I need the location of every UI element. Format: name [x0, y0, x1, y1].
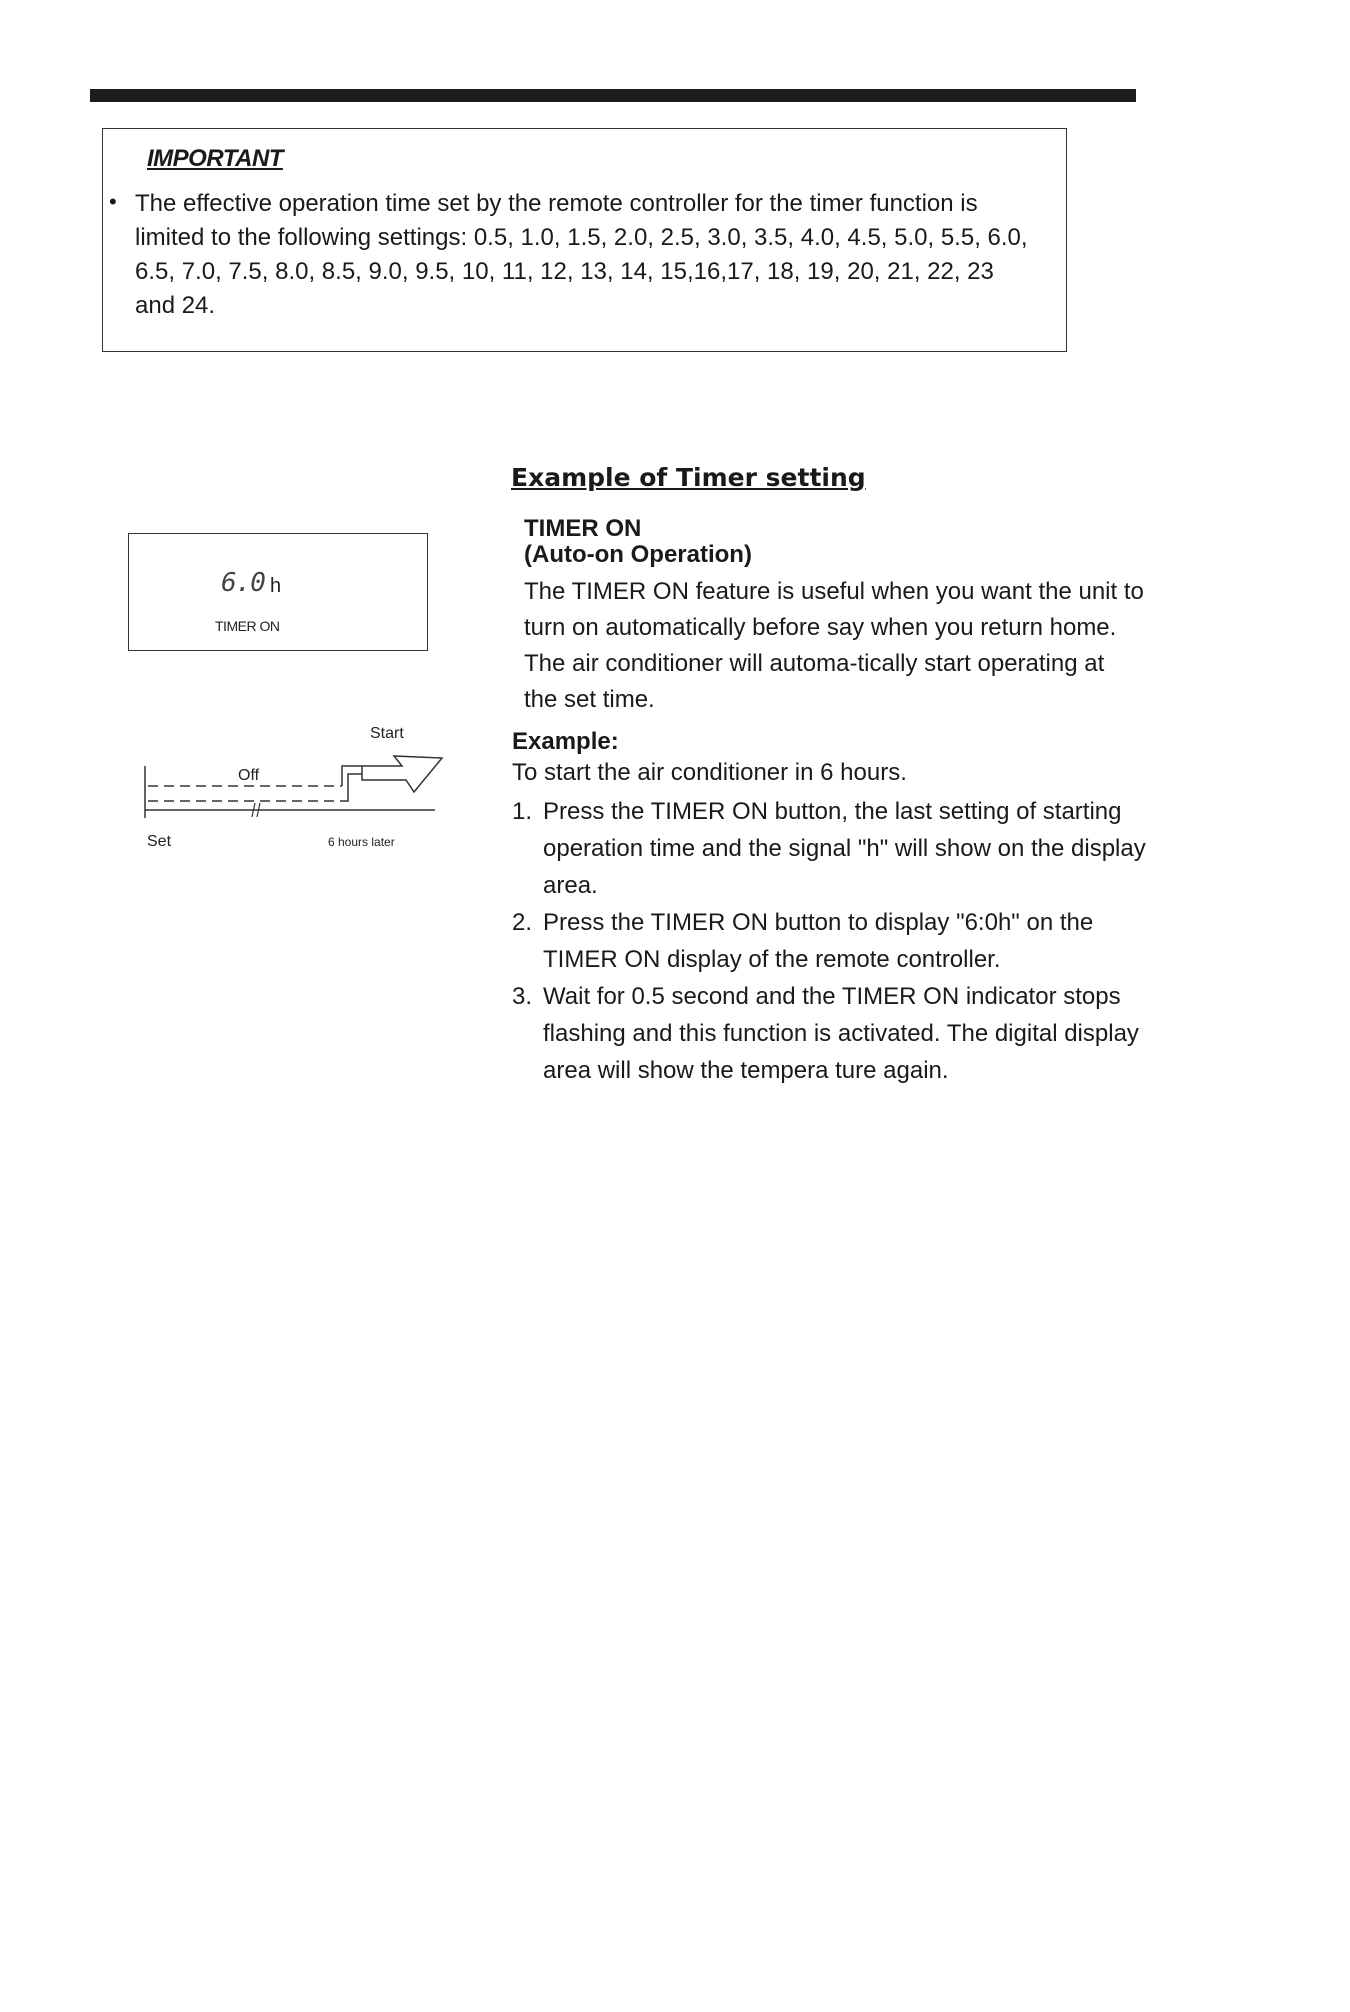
set-label: Set — [147, 833, 172, 850]
list-item — [512, 793, 1152, 904]
on-step-line — [342, 766, 362, 786]
example-intro: To start the air conditioner in 6 hours. — [512, 759, 907, 786]
lcd-unit: h — [270, 575, 282, 597]
bullet-icon: • — [109, 189, 117, 214]
start-arrow-icon — [362, 756, 442, 792]
step-number: 2. — [512, 909, 533, 936]
important-title: IMPORTANT — [147, 145, 283, 172]
off-label: Off — [238, 767, 260, 784]
important-notice-box — [102, 128, 1067, 352]
lcd-value: 6.0 — [221, 568, 265, 598]
steps-list — [512, 793, 1152, 1089]
lcd-display — [128, 533, 428, 651]
lcd-label: TIMER ON — [215, 618, 280, 634]
important-text: The effective operation time set by the remote controller for the timer function is limited to the following settings: 0.5, 1.0, 1.5, 2.0, 2.5, 3.0, 3.5, 4.0, 4.5, 5.0, 5.5, 6.0, 6.5, 7.0, 7.5, 8.0, 8.5, 9.0, 9.5, 10, 11, 12, 13, 14, 15,16,17, 18, 19, 20, 21, 22, 23 and 24. — [135, 190, 1028, 319]
start-label: Start — [370, 725, 404, 742]
top-rule — [90, 89, 1136, 102]
timer-diagram — [130, 700, 450, 860]
six-hours-later-label: 6 hours later — [328, 835, 395, 849]
timer-on-heading — [524, 516, 752, 568]
step-text: Wait for 0.5 second and the TIMER ON indicator stops flashing and this function is activated. The digital display area will show the tempera ture again. — [543, 983, 1139, 1084]
timer-on-description: The TIMER ON feature is useful when you want the unit to turn on automatically before say when you return home. The air conditioner will automa-tically start operating at the set time. — [524, 578, 1144, 713]
list-item — [512, 904, 1152, 978]
step-number: 3. — [512, 983, 533, 1010]
timer-on-title: TIMER ON — [524, 515, 642, 542]
example-label: Example: — [512, 728, 619, 755]
step-number: 1. — [512, 798, 533, 825]
timer-on-subtitle: (Auto-on Operation) — [524, 541, 752, 568]
step-text: Press the TIMER ON button, the last setting of starting operation time and the signal "h" will show on the display area. — [543, 798, 1146, 899]
step-text: Press the TIMER ON button to display "6:0h" on the TIMER ON display of the remote controller. — [543, 909, 1094, 973]
list-item — [512, 978, 1152, 1089]
section-title: Example of Timer setting — [511, 463, 866, 492]
on-step-line-2 — [345, 774, 362, 801]
